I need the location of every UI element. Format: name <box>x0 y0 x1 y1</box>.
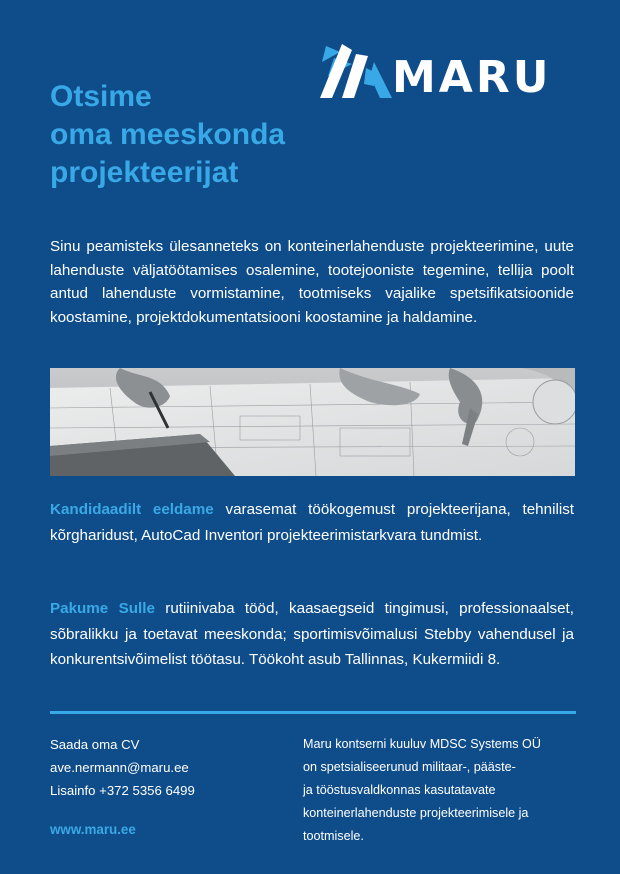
company-line: tootmisele. <box>303 829 364 843</box>
company-line: ja tööstusvaldkonnas kasutatavate <box>303 783 496 797</box>
offer-paragraph <box>50 596 574 673</box>
headline-line-3: projekteerijat <box>50 156 239 189</box>
company-line: on spetsialiseerunud militaar-, pääste- <box>303 760 516 774</box>
requirements-paragraph <box>50 497 574 548</box>
page-title <box>50 78 380 192</box>
engineering-drawings-photo <box>50 368 575 476</box>
brand-name: MARU <box>392 52 552 103</box>
offer-text: rutiinivaba tööd, kaasaegseid tingimusi, professionaalset, sõbralikku ja toetavat meeskonda; sportimisvõimalusi Stebby vahendusel ja konkurentsivõimelist töötasu. Töökoht asub Tallinnas, Kukermiidi 8. <box>50 600 575 668</box>
requirements-lead: Kandidaadilt eeldame <box>50 501 214 518</box>
contact-phone: Lisainfo +372 5356 6499 <box>50 783 195 798</box>
headline-line-1: Otsime <box>50 80 152 113</box>
contact-line-cv: Saada oma CV <box>50 737 140 752</box>
company-line: konteinerlahenduste projekteerimisele ja <box>303 806 529 820</box>
company-info <box>303 733 581 848</box>
contact-block <box>50 733 280 802</box>
headline-line-2: oma meeskonda <box>50 118 286 151</box>
offer-lead: Pakume Sulle <box>50 600 155 617</box>
requirements-text: varasemat töökogemust projekteerijana, tehnilist kõrgharidust, AutoCad Inventori projekteerimistarkvara tundmist. <box>50 501 575 544</box>
job-description: Sinu peamisteks ülesanneteks on konteinerlahenduste projekteerimine, uute lahenduste väljatöötamises osalemine, tootejooniste tegemine, tellija poolt antud lahenduste vormistamine, tootmiseks vajalike spetsifikatsioonide koostamine, projektdokumentatsiooni koostamine ja haldamine. <box>50 238 574 326</box>
contact-email-link[interactable]: ave.nermann@maru.ee <box>50 760 189 775</box>
divider <box>50 711 576 714</box>
company-line: Maru kontserni kuuluv MDSC Systems OÜ <box>303 737 541 751</box>
website-link[interactable]: www.maru.ee <box>50 822 136 837</box>
